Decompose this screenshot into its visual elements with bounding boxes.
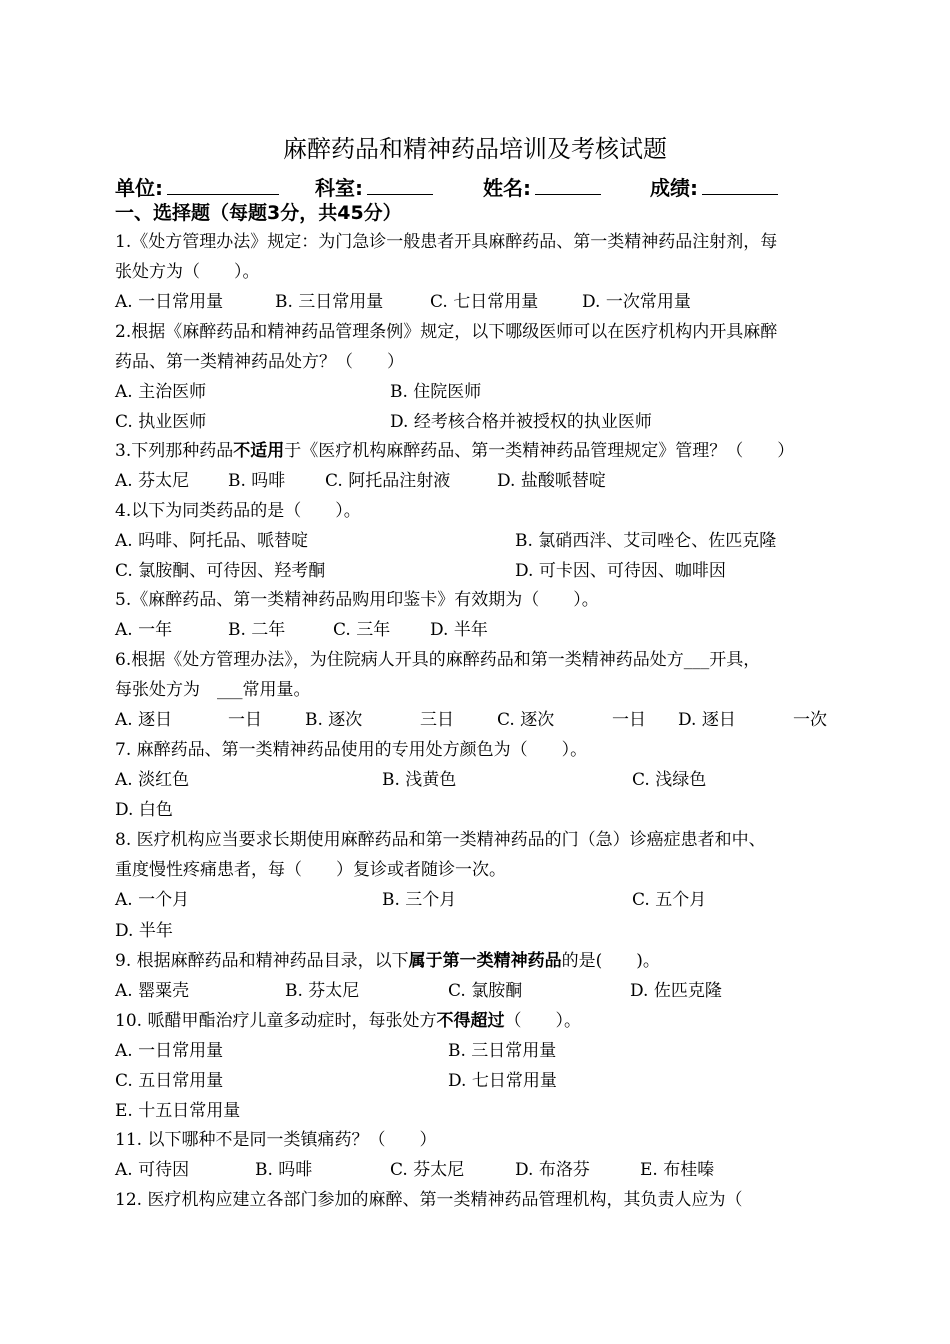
q1-text-2: 张处方为（ ）。 bbox=[115, 262, 260, 282]
q4-option-c: C. 氯胺酮、可待因、羟考酮 bbox=[115, 561, 326, 581]
q1-option-c: C. 七日常用量 bbox=[430, 292, 539, 312]
q8-text-1: 8. 医疗机构应当要求长期使用麻醉药品和第一类精神药品的门（急）诊癌症患者和中、 bbox=[115, 830, 766, 850]
q11-option-b: B. 吗啡 bbox=[255, 1160, 313, 1180]
q8-option-d: D. 半年 bbox=[115, 921, 173, 941]
q4-text: 4.以下为同类药品的是（ ）。 bbox=[115, 501, 361, 521]
unit-label: 单位: bbox=[115, 176, 163, 200]
q4-option-b: B. 氯硝西泮、艾司唑仑、佐匹克隆 bbox=[515, 531, 777, 551]
q9-text bbox=[115, 948, 660, 974]
q1-option-a: A. 一日常用量 bbox=[115, 292, 224, 312]
q6-option-a-1: A. 逐日 bbox=[115, 710, 173, 730]
q4-option-d: D. 可卡因、可待因、咖啡因 bbox=[515, 561, 726, 581]
q3-text-pre: 3.下列那种药品 bbox=[115, 441, 234, 461]
name-field bbox=[483, 172, 601, 204]
q11-option-e: E. 布桂嗪 bbox=[640, 1160, 715, 1180]
q1-option-d: D. 一次常用量 bbox=[582, 292, 691, 312]
q2-option-a: A. 主治医师 bbox=[115, 382, 207, 402]
q9-text-pre: 9. 根据麻醉药品和精神药品目录，以下 bbox=[115, 951, 409, 971]
q11-option-d: D. 布洛芬 bbox=[515, 1160, 590, 1180]
q5-option-b: B. 二年 bbox=[228, 620, 286, 640]
q6-option-b-1: B. 逐次 bbox=[305, 710, 363, 730]
q10-option-e: E. 十五日常用量 bbox=[115, 1101, 241, 1121]
q6-option-d-2: 一次 bbox=[793, 710, 827, 730]
q2-option-d: D. 经考核合格并被授权的执业医师 bbox=[390, 412, 652, 432]
q10-text bbox=[115, 1008, 581, 1034]
q2-option-b: B. 住院医师 bbox=[390, 382, 482, 402]
q5-option-d: D. 半年 bbox=[430, 620, 488, 640]
q10-text-bold: 不得超过 bbox=[436, 1011, 505, 1031]
q3-option-b: B. 吗啡 bbox=[228, 471, 286, 491]
score-field bbox=[650, 172, 778, 204]
q3-option-a: A. 芬太尼 bbox=[115, 471, 190, 491]
q6-option-c-2: 一日 bbox=[612, 710, 646, 730]
q9-option-a: A. 罂粟壳 bbox=[115, 981, 190, 1001]
q9-option-d: D. 佐匹克隆 bbox=[630, 981, 722, 1001]
q10-option-c: C. 五日常用量 bbox=[115, 1071, 224, 1091]
q8-text-2: 重度慢性疼痛患者，每（ ）复诊或者随诊一次。 bbox=[115, 860, 506, 880]
dept-blank[interactable] bbox=[367, 172, 433, 195]
q3-text-post: 于《医疗机构麻醉药品、第一类精神药品管理规定》管理？（ ） bbox=[284, 441, 795, 461]
q7-option-d: D. 白色 bbox=[115, 800, 173, 820]
q10-option-b: B. 三日常用量 bbox=[448, 1041, 557, 1061]
q7-option-c: C. 浅绿色 bbox=[632, 770, 707, 790]
q5-option-a: A. 一年 bbox=[115, 620, 173, 640]
q7-option-b: B. 浅黄色 bbox=[382, 770, 457, 790]
q6-text-1: 6.根据《处方管理办法》，为住院病人开具的麻醉药品和第一类精神药品处方___开具， bbox=[115, 650, 761, 670]
unit-blank[interactable] bbox=[167, 172, 279, 195]
section-heading: 一、选择题（每题3分，共45分） bbox=[115, 202, 402, 224]
q6-option-a-2: 一日 bbox=[228, 710, 262, 730]
q2-option-c: C. 执业医师 bbox=[115, 412, 207, 432]
q3-option-c: C. 阿托品注射液 bbox=[325, 471, 451, 491]
q1-option-b: B. 三日常用量 bbox=[275, 292, 384, 312]
q6-option-c-1: C. 逐次 bbox=[497, 710, 555, 730]
q3-option-d: D. 盐酸哌替啶 bbox=[497, 471, 606, 491]
q9-text-post: 的是( )。 bbox=[561, 951, 660, 971]
q1-text-1: 1.《处方管理办法》规定：为门急诊一般患者开具麻醉药品、第一类精神药品注射剂，每 bbox=[115, 232, 778, 252]
q10-option-d: D. 七日常用量 bbox=[448, 1071, 557, 1091]
q3-text-bold: 不适用 bbox=[233, 441, 285, 461]
name-label: 姓名: bbox=[483, 176, 531, 200]
q6-option-d-1: D. 逐日 bbox=[678, 710, 736, 730]
q2-text-2: 药品、第一类精神药品处方？（ ） bbox=[115, 352, 404, 372]
score-blank[interactable] bbox=[702, 172, 778, 195]
q3-text bbox=[115, 438, 794, 464]
q4-option-a: A. 吗啡、阿托品、哌替啶 bbox=[115, 531, 309, 551]
q6-option-b-2: 三日 bbox=[420, 710, 454, 730]
q5-option-c: C. 三年 bbox=[333, 620, 391, 640]
dept-label: 科室: bbox=[315, 176, 363, 200]
score-label: 成绩: bbox=[650, 176, 698, 200]
q9-option-b: B. 芬太尼 bbox=[285, 981, 360, 1001]
q2-text-1: 2.根据《麻醉药品和精神药品管理条例》规定，以下哪级医师可以在医疗机构内开具麻醉 bbox=[115, 322, 778, 342]
q9-option-c: C. 氯胺酮 bbox=[448, 981, 523, 1001]
q10-option-a: A. 一日常用量 bbox=[115, 1041, 224, 1061]
q6-text-2: 每张处方为 ___常用量。 bbox=[115, 680, 311, 700]
page-title: 麻醉药品和精神药品培训及考核试题 bbox=[283, 135, 667, 163]
q8-option-b: B. 三个月 bbox=[382, 890, 457, 910]
q5-text: 5.《麻醉药品、第一类精神药品购用印鉴卡》有效期为（ ）。 bbox=[115, 590, 599, 610]
q9-text-bold: 属于第一类精神药品 bbox=[408, 951, 562, 971]
q11-text: 11. 以下哪种不是同一类镇痛药？（ ） bbox=[115, 1130, 437, 1150]
q7-option-a: A. 淡红色 bbox=[115, 770, 190, 790]
q12-text: 12. 医疗机构应建立各部门参加的麻醉、第一类精神药品管理机构，其负责人应为（ bbox=[115, 1190, 743, 1210]
q10-text-pre: 10. 哌醋甲酯治疗儿童多动症时，每张处方 bbox=[115, 1011, 437, 1031]
q8-option-a: A. 一个月 bbox=[115, 890, 190, 910]
q11-option-a: A. 可待因 bbox=[115, 1160, 190, 1180]
q11-option-c: C. 芬太尼 bbox=[390, 1160, 465, 1180]
q7-text: 7. 麻醉药品、第一类精神药品使用的专用处方颜色为（ ）。 bbox=[115, 740, 588, 760]
name-blank[interactable] bbox=[535, 172, 601, 195]
q8-option-c: C. 五个月 bbox=[632, 890, 707, 910]
q10-text-post: （ ）。 bbox=[504, 1011, 581, 1031]
